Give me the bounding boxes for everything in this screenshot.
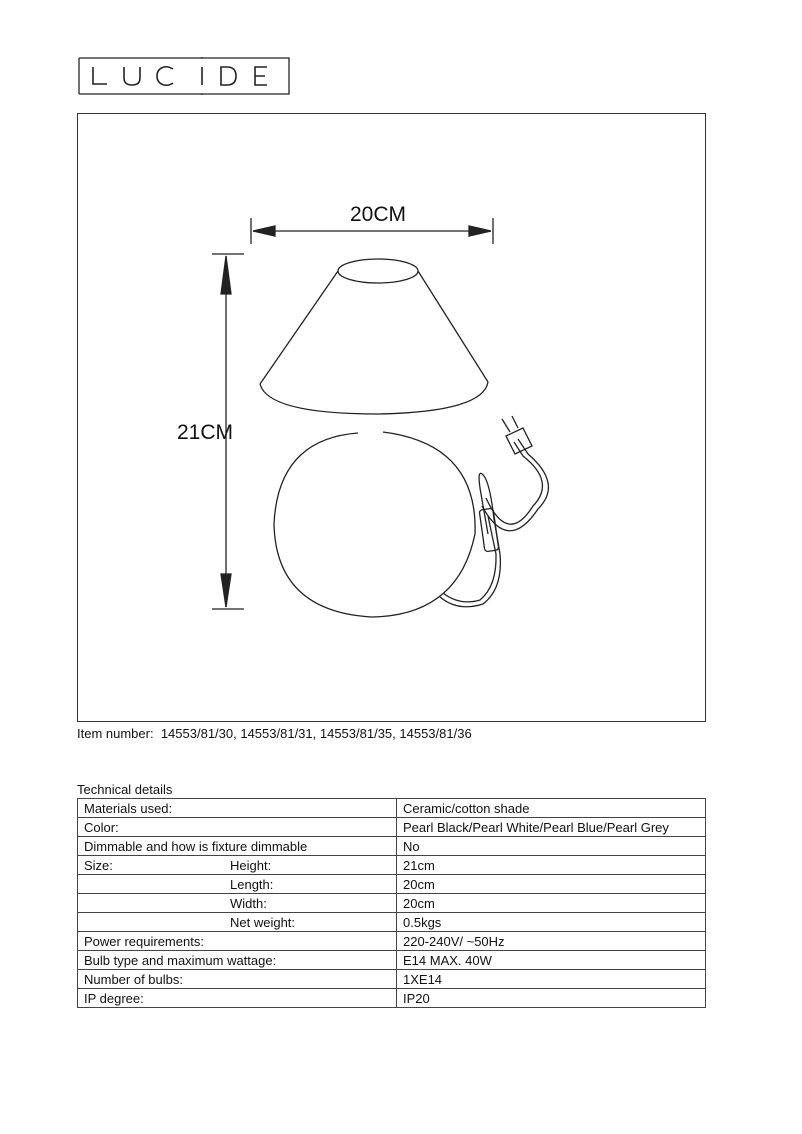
logo-text: LUCIDE: [78, 57, 82, 58]
spec-sublabel: Width:: [230, 895, 267, 911]
spec-value: 20cm: [397, 894, 706, 913]
table-row: [78, 818, 706, 837]
table-row: [78, 894, 706, 913]
spec-value: 220-240V/ ~50Hz: [397, 932, 706, 951]
spec-value: 0.5kgs: [397, 913, 706, 932]
table-row: [78, 837, 706, 856]
table-row: [78, 875, 706, 894]
table-row: [78, 951, 706, 970]
spec-size-cell: [78, 875, 397, 894]
lamp-dimension-drawing: [77, 113, 706, 722]
spec-sublabel: Height:: [230, 857, 272, 873]
width-label: 20CM: [350, 203, 407, 226]
spec-label: IP degree:: [78, 989, 397, 1008]
spec-value: No: [397, 837, 706, 856]
spec-size-cell: [78, 894, 397, 913]
technical-details-title: Technical details: [77, 782, 173, 797]
spec-label: Materials used:: [78, 799, 397, 818]
item-number-label: Item number:: [77, 726, 154, 741]
spec-value: 1XE14: [397, 970, 706, 989]
spec-label: Color:: [78, 818, 397, 837]
spec-size-cell: [78, 856, 397, 875]
height-label: 21CM: [177, 421, 234, 444]
spec-value: Ceramic/cotton shade: [397, 799, 706, 818]
spec-size-cell: [78, 913, 397, 932]
spec-value: 20cm: [397, 875, 706, 894]
spec-value: E14 MAX. 40W: [397, 951, 706, 970]
spec-label: Number of bulbs:: [78, 970, 397, 989]
spec-value: IP20: [397, 989, 706, 1008]
brand-logo: [78, 57, 288, 93]
table-row: [78, 856, 706, 875]
spec-sublabel: Length:: [230, 876, 274, 892]
item-number-values: 14553/81/30, 14553/81/31, 14553/81/35, 14553/81/36: [160, 726, 472, 741]
table-row: [78, 970, 706, 989]
table-row: [78, 799, 706, 818]
spec-label: Size:: [84, 857, 113, 873]
spec-label: Bulb type and maximum wattage:: [78, 951, 397, 970]
spec-value: Pearl Black/Pearl White/Pearl Blue/Pearl Grey: [397, 818, 706, 837]
lamp-drawing-svg: [78, 114, 707, 723]
table-row: [78, 989, 706, 1008]
spec-value: 21cm: [397, 856, 706, 875]
item-number-line: [77, 726, 472, 741]
table-row: [78, 932, 706, 951]
spec-label: Dimmable and how is fixture dimmable: [78, 837, 397, 856]
technical-details-table: [77, 798, 706, 1008]
spec-sublabel: Net weight:: [230, 914, 296, 930]
lucide-logo: [78, 57, 290, 95]
table-row: [78, 913, 706, 932]
spec-label: Power requirements:: [78, 932, 397, 951]
